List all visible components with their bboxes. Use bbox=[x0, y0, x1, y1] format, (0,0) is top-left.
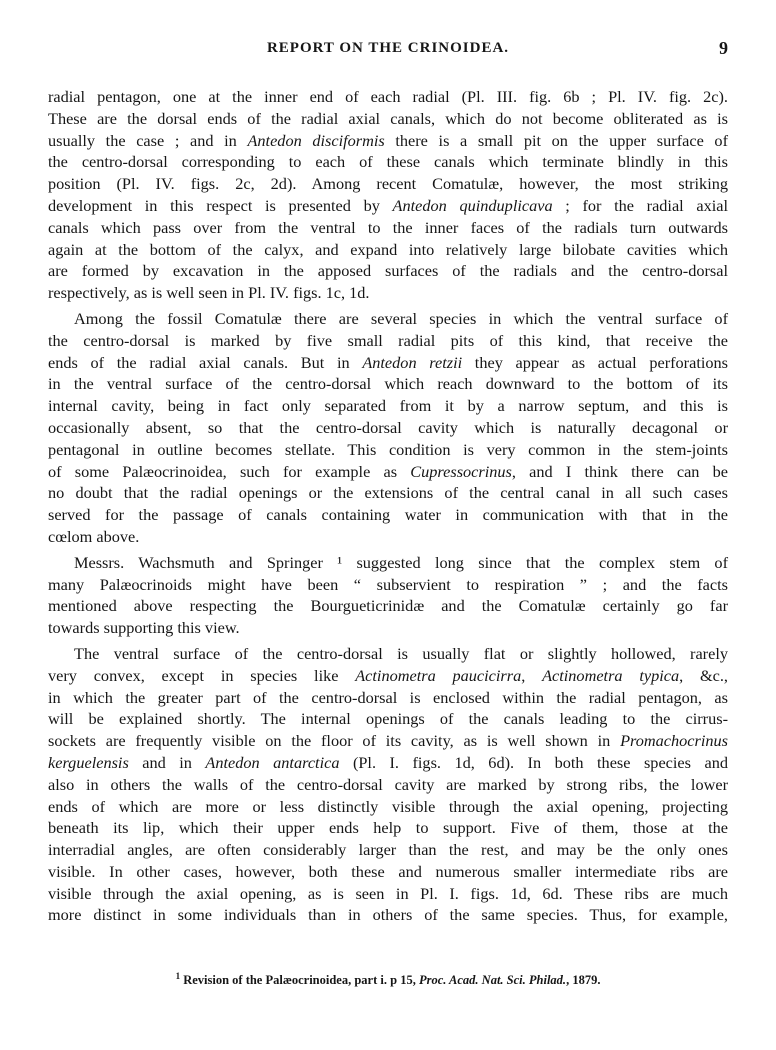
text-line: Among the fossil Comatulæ there are several species in which the ventral surface of bbox=[74, 308, 728, 328]
footnote-marker: 1 bbox=[175, 971, 181, 981]
paragraph bbox=[48, 643, 728, 926]
text-line: visible. In other cases, however, both these and numerous smaller intermediate ribs are bbox=[48, 861, 728, 881]
footnote-text: Revision of the Palæocrinoidea, part i. p 15, Proc. Acad. Nat. Sci. Philad., 1879. bbox=[183, 973, 601, 988]
text-line: more distinct in some individuals than in others of the same species. Thus, for example, bbox=[48, 905, 728, 925]
body-text bbox=[48, 86, 728, 926]
paragraph bbox=[48, 308, 728, 548]
page-number: 9 bbox=[719, 38, 728, 58]
text-line: kerguelensis and in Antedon antarctica (Pl. I. figs. 1d, 6d). In both these species and bbox=[48, 752, 728, 772]
text-line: in which the greater part of the centro-dorsal is enclosed within the radial pentagon, as bbox=[48, 687, 728, 707]
text-line: beneath its lip, which their upper ends help to support. Five of them, those at the bbox=[48, 818, 728, 838]
text-line: in the ventral surface of the centro-dorsal which reach downward to the bottom of its bbox=[48, 374, 728, 394]
paragraph bbox=[48, 86, 728, 304]
text-line: the centro-dorsal corresponding to each of these canals which terminate blindly in this bbox=[48, 152, 728, 172]
text-line: These are the dorsal ends of the radial axial canals, which do not become obliterated as is bbox=[48, 108, 728, 128]
text-line: usually the case ; and in Antedon disciformis there is a small pit on the upper surface of bbox=[48, 130, 728, 150]
text-line: canals which pass over from the ventral to the inner faces of the radials turn outwards bbox=[48, 217, 728, 237]
text-line: The ventral surface of the centro-dorsal is usually flat or slightly hollowed, rarely bbox=[74, 643, 728, 663]
text-line: interradial angles, are often considerably larger than the rest, and may be the only ones bbox=[48, 840, 728, 860]
footnote bbox=[48, 971, 728, 988]
text-line: towards supporting this view. bbox=[48, 618, 240, 638]
paragraph bbox=[48, 552, 728, 639]
page-header bbox=[48, 40, 728, 66]
text-line: occasionally absent, so that the centro-dorsal cavity which is naturally decagonal or bbox=[48, 417, 728, 437]
text-line: of some Palæocrinoidea, such for example as Cupressocrinus, and I think there can be bbox=[48, 461, 729, 481]
text-line: position (Pl. IV. figs. 2c, 2d). Among recent Comatulæ, however, the most striking bbox=[48, 174, 728, 194]
text-line: Messrs. Wachsmuth and Springer ¹ suggested long since that the complex stem of bbox=[74, 552, 728, 572]
text-line: ends of which are more or less distinctly visible through the axial opening, projecting bbox=[48, 796, 728, 816]
text-line: the centro-dorsal is marked by five small radial pits of this kind, that receive the bbox=[48, 330, 728, 350]
text-line: no doubt that the radial openings or the extensions of the central canal in all such cases bbox=[48, 483, 728, 503]
text-line: served for the passage of canals containing water in communication with that in the bbox=[48, 505, 728, 525]
text-line: development in this respect is presented by Antedon quinduplicava ; for the radial axial bbox=[48, 195, 729, 215]
text-line: are formed by excavation in the apposed surfaces of the radials and the centro-dorsal bbox=[48, 261, 728, 281]
text-line: very convex, except in species like Actinometra paucicirra, Actinometra typica, &c., bbox=[48, 665, 728, 685]
text-line: pentagonal in outline becomes stellate. This condition is very common in the stem-joints bbox=[48, 439, 728, 459]
text-line: visible through the axial opening, as is seen in Pl. I. figs. 1d, 6d. These ribs are much bbox=[48, 883, 728, 903]
text-line: again at the bottom of the calyx, and expand into relatively large bilobate cavities which bbox=[48, 239, 728, 259]
text-line: will be explained shortly. The internal openings of the canals leading to the cirrus- bbox=[48, 709, 728, 729]
text-line: mentioned above respecting the Bourgueticrinidæ and the Comatulæ certainly go far bbox=[48, 596, 728, 616]
text-line: respectively, as is well seen in Pl. IV. figs. 1c, 1d. bbox=[48, 283, 370, 303]
text-line: radial pentagon, one at the inner end of each radial (Pl. III. fig. 6b ; Pl. IV. fig. 2c). bbox=[48, 87, 728, 106]
running-title: REPORT ON THE CRINOIDEA. bbox=[266, 40, 510, 56]
text-line: sockets are frequently visible on the floor of its cavity, as is well shown in Promachocrinus bbox=[48, 731, 728, 751]
text-line: cœlom above. bbox=[48, 526, 140, 546]
text-line: many Palæocrinoids might have been “ subservient to respiration ” ; and the facts bbox=[48, 574, 728, 594]
text-line: internal cavity, being in fact only separated from it by a narrow septum, and this is bbox=[48, 396, 728, 416]
text-line: ends of the radial axial canals. But in Antedon retzii they appear as actual perforations bbox=[48, 352, 728, 372]
text-line: also in others the walls of the centro-dorsal cavity are marked by strong ribs, the lower bbox=[48, 774, 728, 794]
